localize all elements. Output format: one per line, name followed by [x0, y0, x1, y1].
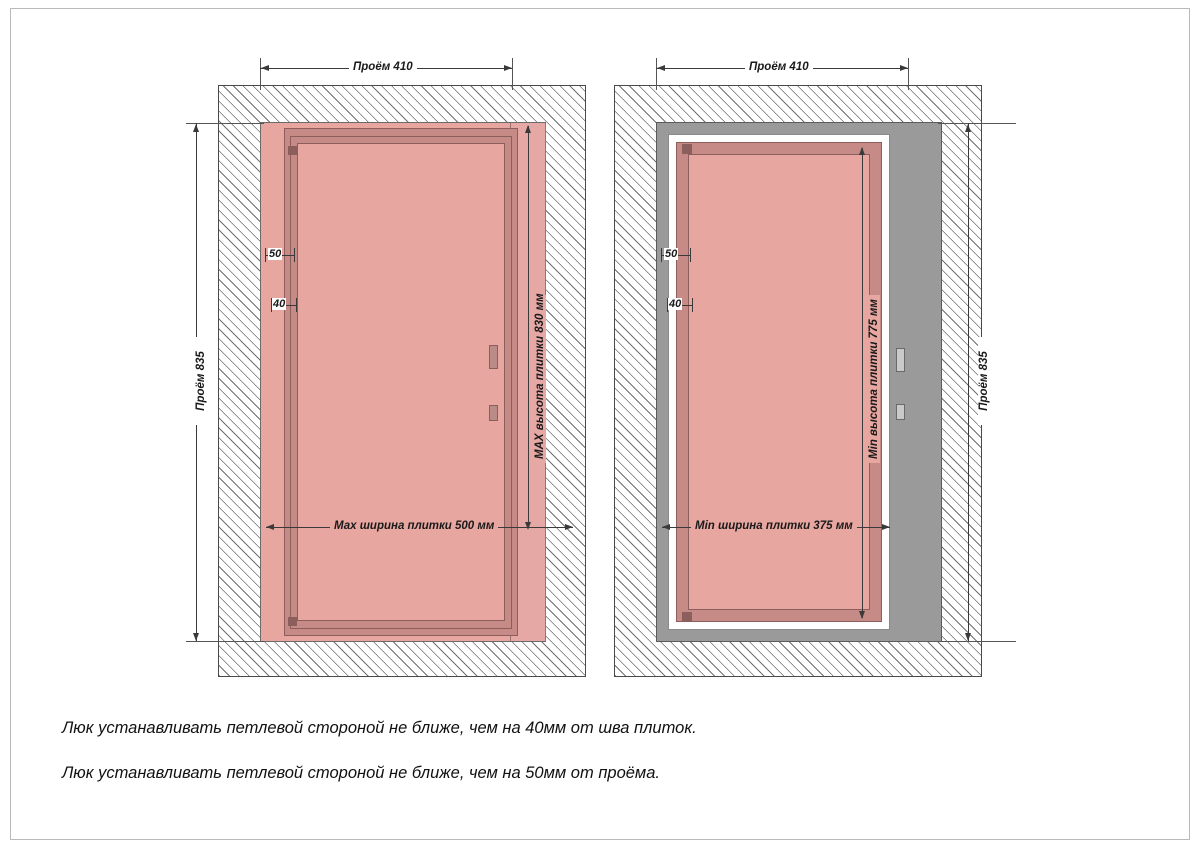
arrow-right-b — [900, 65, 908, 71]
tick-left-40b — [296, 298, 297, 312]
hinge-top-left — [288, 146, 297, 155]
ext-line-left-b — [512, 58, 513, 90]
arrow-right-d — [965, 633, 971, 641]
arrow-right-g — [662, 524, 670, 530]
latch-lower-left — [489, 405, 498, 421]
page-border — [10, 8, 1190, 840]
dim-tile-height-left: MAX высота плитки 830 мм — [534, 295, 546, 463]
tick-right-40b — [692, 298, 693, 312]
hatch-panel-right — [688, 154, 870, 610]
latch-upper-left — [489, 345, 498, 369]
dim-offset-top-right: 50 — [665, 248, 678, 260]
hinge-bottom-right — [682, 612, 692, 622]
hinge-top-right — [682, 144, 692, 154]
ext-line-right-c — [938, 123, 1016, 124]
hatch-frame-outline-left — [290, 136, 512, 629]
hinge-bottom-left — [288, 617, 297, 626]
ext-line-left-d — [186, 641, 264, 642]
arrow-left-b — [504, 65, 512, 71]
arrow-left-f — [525, 522, 531, 530]
dim-offset-second-left: 40 — [273, 298, 286, 310]
arrow-right-e — [859, 147, 865, 155]
tick-left-50b — [294, 248, 295, 262]
dim-offset-second-right: 40 — [669, 298, 682, 310]
arrow-left-h — [565, 524, 573, 530]
dim-offset-top-left: 50 — [269, 248, 282, 260]
note-line-2: Люк устанавливать петлевой стороной не ближе, чем на 50мм от проёма. — [62, 764, 660, 782]
arrow-right-a — [657, 65, 665, 71]
arrow-left-a — [261, 65, 269, 71]
dim-opening-width-right: Проём 410 — [745, 61, 813, 73]
ext-line-right-d — [938, 641, 1016, 642]
dim-opening-height-right: Проём 835 — [978, 337, 990, 425]
dim-tile-height-right: Min высота плитки 775 мм — [868, 295, 880, 463]
dim-line-tile-height-left — [528, 126, 529, 528]
dim-opening-height-left: Проём 835 — [195, 337, 207, 425]
dim-tile-width-left: Мах ширина плитки 500 мм — [330, 520, 498, 532]
arrow-right-c — [965, 124, 971, 132]
dim-line-opening-height-right — [968, 123, 969, 641]
latch-upper-right — [896, 348, 905, 372]
ext-line-right-b — [908, 58, 909, 90]
dim-tile-width-right: Min ширина плитки 375 мм — [691, 520, 857, 532]
latch-lower-right — [896, 404, 905, 420]
arrow-left-e — [525, 125, 531, 133]
arrow-right-h — [882, 524, 890, 530]
arrow-left-g — [266, 524, 274, 530]
arrow-right-f — [859, 611, 865, 619]
tick-right-50b — [690, 248, 691, 262]
ext-line-right-a — [656, 58, 657, 90]
ext-line-left-a — [260, 58, 261, 90]
arrow-left-d — [193, 633, 199, 641]
dim-opening-width-left: Проём 410 — [349, 61, 417, 73]
arrow-left-c — [193, 124, 199, 132]
dim-line-tile-height-right — [862, 148, 863, 618]
note-line-1: Люк устанавливать петлевой стороной не ближе, чем на 40мм от шва плиток. — [62, 719, 697, 737]
